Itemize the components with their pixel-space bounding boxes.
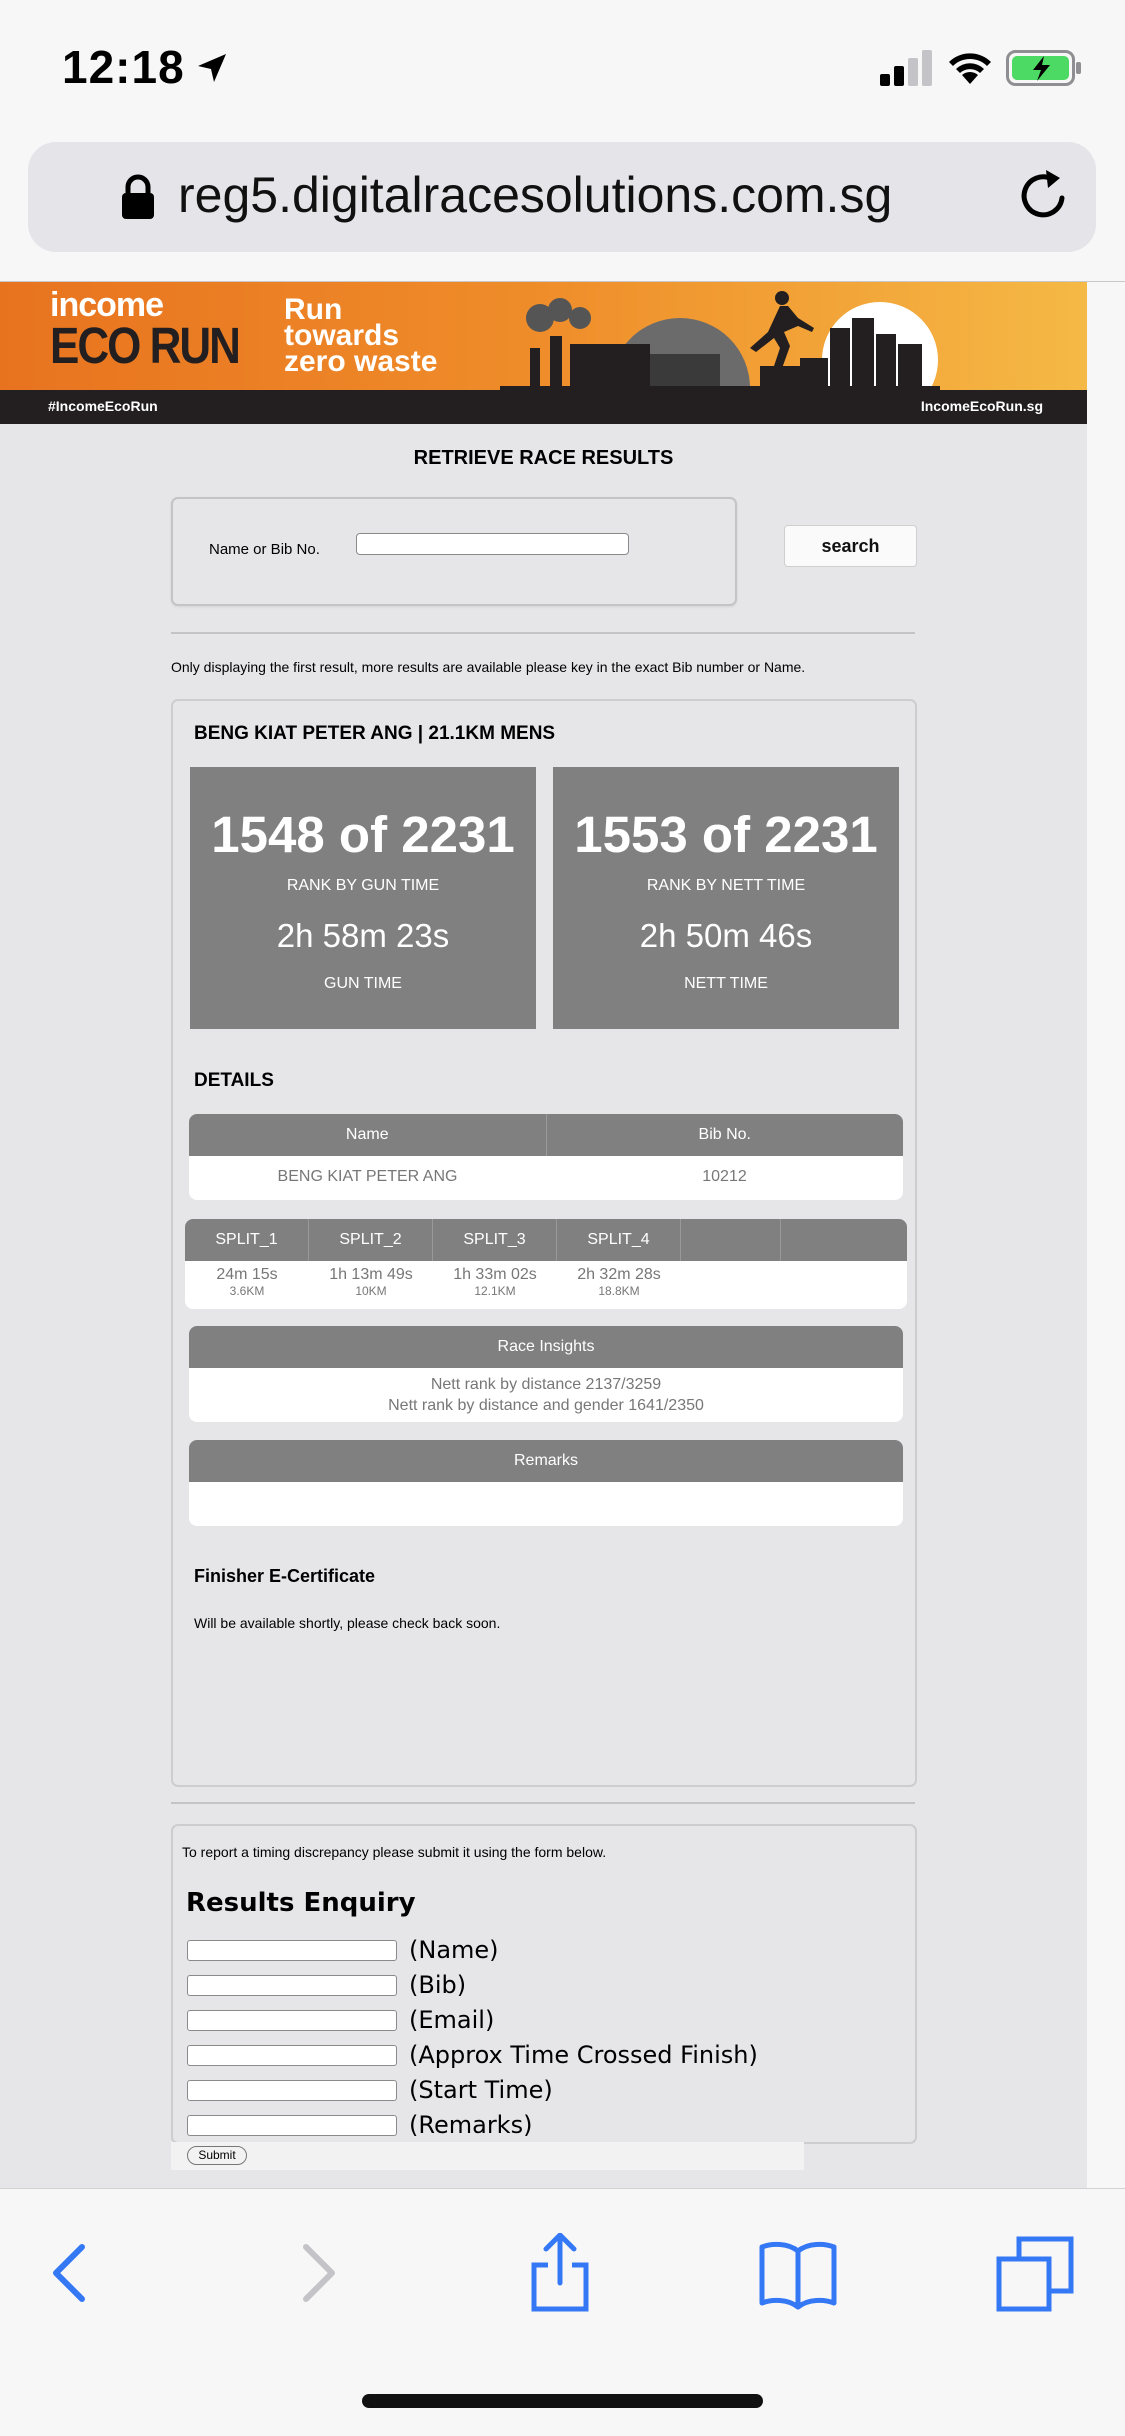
brand-income: income — [50, 286, 164, 324]
insight-line: Nett rank by distance and gender 1641/2350 — [388, 1397, 704, 1414]
field-label: (Remarks) — [409, 2111, 533, 2139]
table-row — [189, 1156, 903, 1200]
result-card — [171, 699, 917, 1787]
url-text[interactable]: reg5.digitalracesolutions.com.sg — [178, 167, 893, 223]
column-header-name: Name — [189, 1114, 547, 1156]
search-input[interactable] — [356, 533, 629, 555]
results-notice: Only displaying the first result, more results are available please key in the exact Bib number or Name. — [171, 659, 806, 675]
page-title: RETRIEVE RACE RESULTS — [413, 447, 674, 469]
tagline-line2: towards — [284, 319, 400, 352]
certificate-heading: Finisher E-Certificate — [194, 1566, 376, 1586]
tabs-icon[interactable] — [995, 2233, 1075, 2313]
enquiry-row-start — [187, 2076, 553, 2104]
divider — [171, 632, 915, 634]
back-icon[interactable] — [30, 2233, 110, 2313]
gun-time-panel — [190, 767, 536, 1029]
field-label: (Approx Time Crossed Finish) — [409, 2041, 758, 2069]
insights-heading: Race Insights — [497, 1338, 595, 1355]
nett-time-panel — [553, 767, 899, 1029]
remarks-table — [189, 1440, 903, 1526]
nett-time-label: NETT TIME — [684, 975, 768, 992]
search-label: Name or Bib No. — [209, 541, 320, 558]
split-cell: 1h 13m 49s 10KM — [329, 1266, 413, 1298]
wifi-icon — [946, 48, 994, 86]
submit-button[interactable]: Submit — [187, 2146, 247, 2165]
brand-ecorun: ECO RUN — [50, 318, 239, 375]
runner-title: BENG KIAT PETER ANG | 21.1KM MENS — [194, 723, 556, 744]
divider — [171, 1802, 915, 1804]
field-label: (Start Time) — [409, 2076, 553, 2104]
gun-rank-label: RANK BY GUN TIME — [286, 877, 440, 894]
share-icon[interactable] — [520, 2233, 600, 2313]
start-time-field[interactable] — [187, 2080, 397, 2101]
column-header-bib: Bib No. — [698, 1126, 751, 1143]
remarks-field[interactable] — [187, 2115, 397, 2136]
table-row — [185, 1261, 907, 1309]
page-gutter — [1087, 282, 1125, 2188]
battery-icon — [1006, 50, 1082, 86]
forward-icon[interactable] — [278, 2233, 358, 2313]
nett-rank-label: RANK BY NETT TIME — [646, 877, 806, 894]
enquiry-row-bib — [187, 1971, 466, 1999]
field-label: (Name) — [409, 1936, 499, 1964]
runner-city-illustration — [500, 288, 940, 390]
split-header: SPLIT_2 — [309, 1219, 433, 1261]
status-bar — [0, 0, 1125, 140]
enquiry-row-remarks — [187, 2111, 532, 2139]
gun-time: 2h 58m 23s — [276, 917, 450, 954]
enquiry-row-email — [187, 2006, 494, 2034]
web-page — [0, 282, 1087, 2188]
bib-field[interactable] — [187, 1975, 397, 1996]
splits-table — [185, 1219, 907, 1309]
lock-icon — [120, 174, 156, 220]
nett-rank: 1553 of 2231 — [574, 806, 878, 863]
details-table — [189, 1114, 903, 1200]
remarks-heading: Remarks — [513, 1452, 578, 1469]
cell-name: BENG KIAT PETER ANG — [277, 1168, 458, 1185]
finish-time-field[interactable] — [187, 2045, 397, 2066]
banner-site: IncomeEcoRun.sg — [920, 398, 1043, 414]
home-indicator — [362, 2394, 763, 2408]
search-panel — [171, 497, 737, 606]
enquiry-row-finish — [187, 2041, 758, 2069]
cell-bib: 10212 — [702, 1168, 747, 1185]
field-label: (Bib) — [409, 1971, 467, 1999]
field-label: (Email) — [409, 2006, 495, 2034]
split-header: SPLIT_1 — [185, 1219, 309, 1261]
enquiry-title: Results Enquiry — [186, 1888, 416, 1918]
enquiry-note: To report a timing discrepancy please submit it using the form below. — [182, 1844, 607, 1860]
location-arrow-icon — [196, 52, 228, 84]
nett-time: 2h 50m 46s — [639, 917, 813, 954]
bookmarks-icon[interactable] — [758, 2233, 838, 2313]
race-insights-table — [189, 1326, 903, 1422]
name-field[interactable] — [187, 1940, 397, 1961]
gun-rank: 1548 of 2231 — [211, 806, 515, 863]
details-heading: DETAILS — [194, 1070, 274, 1091]
status-time: 12:18 — [62, 41, 185, 93]
insight-line: Nett rank by distance 2137/3259 — [430, 1376, 662, 1393]
split-cell: 2h 32m 28s 18.8KM — [577, 1266, 661, 1298]
submit-area — [171, 2142, 804, 2170]
enquiry-form — [171, 1824, 917, 2144]
tagline-line1: Run — [284, 293, 343, 326]
gun-time-label: GUN TIME — [324, 975, 402, 992]
event-banner[interactable] — [0, 282, 1087, 424]
tagline-line3: zero waste — [284, 345, 438, 378]
banner-hashtag: #IncomeEcoRun — [48, 398, 158, 414]
split-cell: 24m 15s 3.6KM — [216, 1266, 278, 1298]
split-header: SPLIT_3 — [433, 1219, 557, 1261]
enquiry-row-name — [187, 1936, 499, 1964]
split-header-empty — [781, 1219, 907, 1261]
search-button[interactable]: search — [784, 525, 917, 567]
split-header-empty — [681, 1219, 781, 1261]
cellular-signal-icon — [880, 50, 934, 88]
certificate-text: Will be available shortly, please check back soon. — [194, 1615, 501, 1631]
split-cell: 1h 33m 02s 12.1KM — [453, 1266, 537, 1298]
reload-icon[interactable] — [1016, 168, 1072, 224]
email-field[interactable] — [187, 2010, 397, 2031]
remarks-value — [189, 1482, 903, 1488]
split-header: SPLIT_4 — [557, 1219, 681, 1261]
